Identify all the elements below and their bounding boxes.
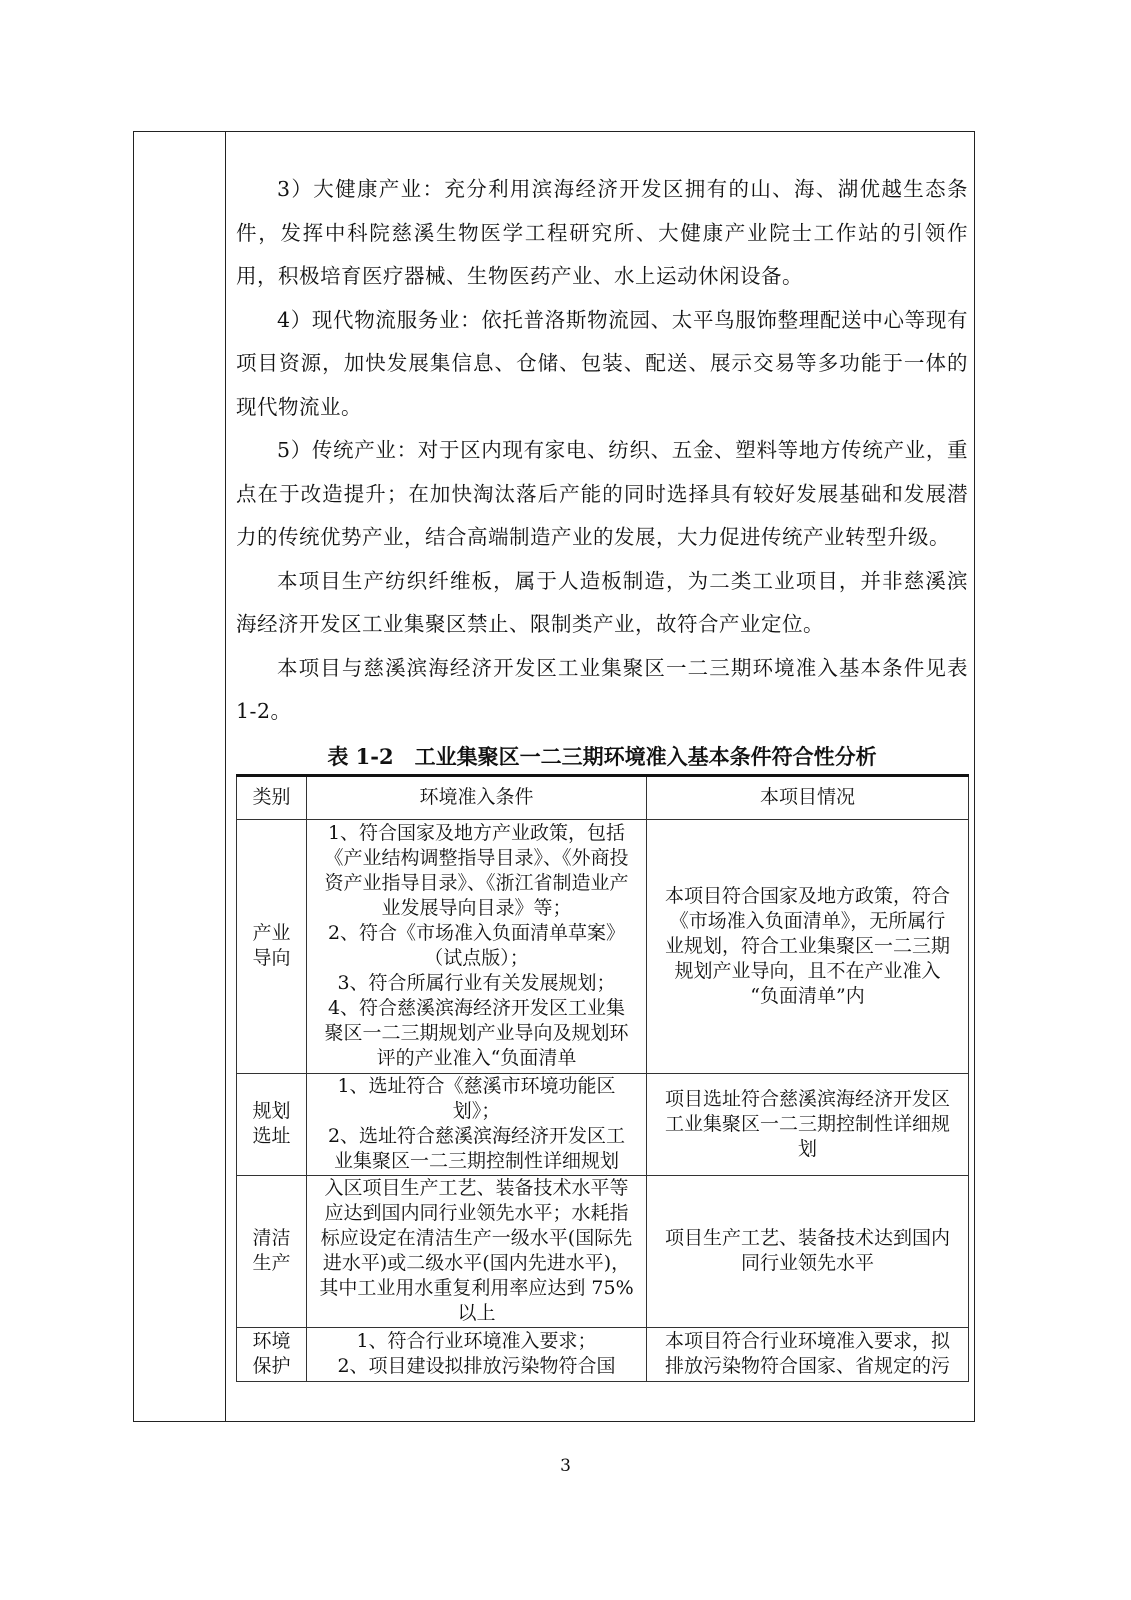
paragraph-health-industry: 3）大健康产业：充分利用滨海经济开发区拥有的山、海、湖优越生态条件，发挥中科院慈溪生物医学工程研究所、大健康产业院士工作站的引领作用，积极培育医疗器械、生物医药产业、水上运动休闲设备。 [236, 177, 968, 288]
header-condition: 环境准入条件 [307, 775, 647, 819]
row-category: 清洁 生产 [237, 1175, 307, 1327]
paragraph-table-reference: 本项目与慈溪滨海经济开发区工业集聚区一二三期环境准入基本条件见表 1-2。 [236, 655, 968, 723]
paragraph-project-positioning: 本项目生产纺织纤维板，属于人造板制造，为二类工业项目，并非慈溪滨海经济开发区工业集聚区禁止、限制类产业，故符合产业定位。 [236, 568, 968, 636]
table-row [237, 1073, 969, 1175]
row-project: 项目生产工艺、装备技术达到国内 同行业领先水平 [647, 1175, 969, 1327]
conditions-table [236, 774, 969, 1382]
table-row [237, 819, 969, 1073]
header-category: 类别 [237, 775, 307, 819]
paragraph-traditional-industry: 5）传统产业：对于区内现有家电、纺织、五金、塑料等地方传统产业，重点在于改造提升；在加快淘汰落后产能的同时选择具有较好发展基础和发展潜力的传统优势产业，结合高端制造产业的发展，大力促进传统产业转型升级。 [236, 438, 968, 549]
frame-column-divider [225, 132, 226, 1421]
row-project: 本项目符合行业环境准入要求，拟 排放污染物符合国家、省规定的污 [647, 1327, 969, 1381]
table-row [237, 1327, 969, 1381]
table-row [237, 1175, 969, 1327]
table-title: 表 1-2 工业集聚区一二三期环境准入基本条件符合性分析 [327, 743, 877, 769]
main-content [236, 168, 968, 1382]
row-category: 环境 保护 [237, 1327, 307, 1381]
row-project: 本项目符合国家及地方政策，符合 《市场准入负面清单》，无所属行 业规划，符合工业集聚区一二三期 规划产业导向，且不在产业准入 “负面清单”内 [647, 819, 969, 1073]
header-project: 本项目情况 [647, 775, 969, 819]
row-project: 项目选址符合慈溪滨海经济开发区 工业集聚区一二三期控制性详细规 划 [647, 1073, 969, 1175]
row-category: 规划 选址 [237, 1073, 307, 1175]
row-category: 产业 导向 [237, 819, 307, 1073]
row-condition: 入区项目生产工艺、装备技术水平等 应达到国内同行业领先水平；水耗指 标应设定在清洁生产一级水平(国际先 进水平)或二级水平(国内先进水平)， 其中工业用水重复利用率应达到 75% 以上 [307, 1175, 647, 1327]
table-header-row [237, 775, 969, 819]
row-condition: 1、选址符合《慈溪市环境功能区 划》； 2、选址符合慈溪滨海经济开发区工 业集聚区一二三期控制性详细规划 [307, 1073, 647, 1175]
row-condition: 1、符合行业环境准入要求； 2、项目建设拟排放污染物符合国 [307, 1327, 647, 1381]
row-condition: 1、符合国家及地方产业政策，包括 《产业结构调整指导目录》、《外商投 资产业指导目录》、《浙江省制造业产 业发展导向目录》等； 2、符合《市场准入负面清单草案》 （试点版）； 3、符合所属行业有关发展规划； 4、符合慈溪滨海经济开发区工业集 聚区一二三期规划产业导向及规划环 评的产业准入“负面清单 [307, 819, 647, 1073]
page-number: 3 [560, 1456, 571, 1476]
paragraph-logistics: 4）现代物流服务业：依托普洛斯物流园、太平鸟服饰整理配送中心等现有项目资源，加快发展集信息、仓储、包装、配送、展示交易等多功能于一体的现代物流业。 [236, 307, 968, 419]
